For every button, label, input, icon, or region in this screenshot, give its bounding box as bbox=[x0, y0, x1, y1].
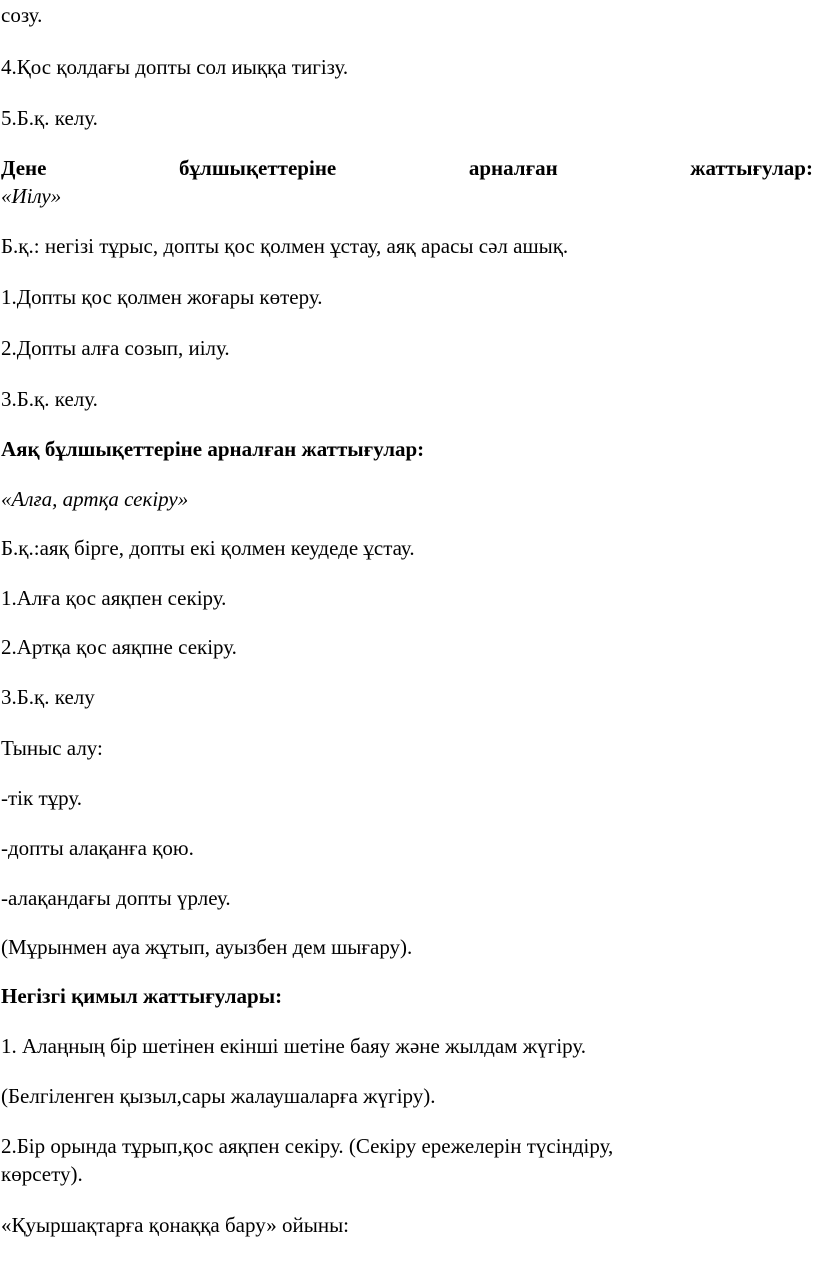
heading-word: арналған bbox=[468, 156, 558, 180]
text-line: 5.Б.қ. келу. bbox=[1, 106, 98, 130]
text-line: -тік тұру. bbox=[1, 786, 83, 810]
text-line: 1. Алаңның бір шетінен екінші шетіне баяу және жылдам жүгіру. bbox=[1, 1034, 587, 1058]
text-line: Б.қ.:аяқ бірге, допты екі қолмен кеудеде ұстау. bbox=[1, 536, 415, 560]
text-line: 2.Бір орында тұрып,қос аяқпен секіру. (Секіру ережелерін түсіндіру, bbox=[1, 1134, 614, 1158]
text-line: 3.Б.қ. келу bbox=[1, 685, 95, 709]
text-line: -допты алақанға қою. bbox=[1, 836, 194, 860]
text-line: 4.Қос қолдағы допты сол иыққа тигізу. bbox=[1, 55, 349, 79]
text-line: созу. bbox=[1, 3, 43, 27]
heading-word: Дене bbox=[1, 156, 47, 180]
section-heading-legs: Аяқ бұлшықеттеріне арналған жаттығулар: bbox=[1, 437, 425, 461]
text-line: көрсету). bbox=[1, 1162, 83, 1186]
text-line: (Мұрынмен ауа жұтып, ауызбен дем шығару). bbox=[1, 935, 413, 959]
section-heading-body bbox=[1, 155, 813, 182]
text-line: 3.Б.қ. келу. bbox=[1, 387, 98, 411]
exercise-title: «Алға, артқа секіру» bbox=[1, 487, 189, 511]
heading-word: жаттығулар: bbox=[690, 156, 813, 180]
exercise-title: «Иілу» bbox=[1, 184, 62, 208]
section-heading-main: Негізгі қимыл жаттығулары: bbox=[1, 984, 283, 1008]
heading-word: бұлшықеттеріне bbox=[179, 156, 337, 180]
text-line: (Белгіленген қызыл,сары жалаушаларға жүгіру). bbox=[1, 1084, 436, 1108]
text-line: 1.Допты қос қолмен жоғары көтеру. bbox=[1, 285, 323, 309]
text-line: 2.Допты алға созып, иілу. bbox=[1, 336, 230, 360]
text-line: 1.Алға қос аяқпен секіру. bbox=[1, 586, 227, 610]
text-line: Б.қ.: негізі тұрыс, допты қос қолмен ұстау, аяқ арасы сәл ашық. bbox=[1, 234, 569, 258]
text-line: 2.Артқа қос аяқпне секіру. bbox=[1, 635, 237, 659]
text-line: «Қуыршақтарға қонаққа бару» ойыны: bbox=[1, 1213, 350, 1237]
text-line: -алақандағы допты үрлеу. bbox=[1, 886, 231, 910]
text-line: Тыныс алу: bbox=[1, 736, 103, 760]
